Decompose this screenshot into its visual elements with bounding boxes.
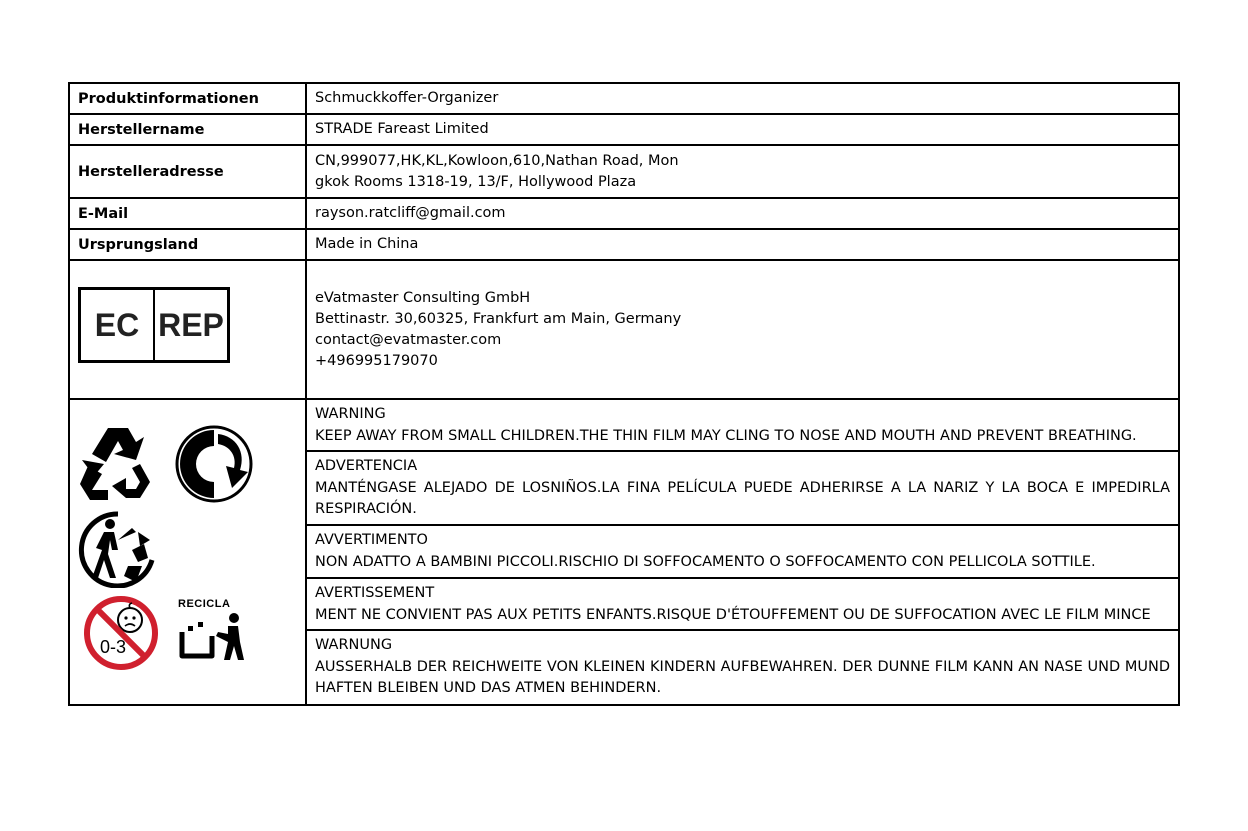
address-line: CN,999077,HK,KL,Kowloon,610,Nathan Road, Mon [315,152,679,169]
origin-country: Made in China [315,236,419,252]
row-product [70,84,1178,115]
symbols-cell [70,400,307,704]
label-manufacturer: Herstellername [70,115,307,144]
row-warnings [70,400,1178,704]
address-line: gkok Rooms 1318-19, 13/F, Hollywood Plaza [315,173,637,190]
row-ec-rep [70,261,1178,400]
row-email [70,199,1178,230]
ec-rep-line: contact@evatmaster.com [315,331,502,348]
warning-es [307,452,1178,526]
warning-de [307,631,1178,704]
age-restriction-text: 0-3 [100,637,127,657]
warning-body: KEEP AWAY FROM SMALL CHILDREN.THE THIN FILM MAY CLING TO NOSE AND MOUTH AND PREVENT BREATHING. [315,427,1137,444]
recycle-icon [78,424,158,502]
value-product [307,84,1178,113]
ec-rep-symbol [78,287,230,363]
warning-body: NON ADATTO A BAMBINI PICCOLI.RISCHIO DI SOFFOCAMENTO O SOFFOCAMENTO CON PELLICOLA SOTTILE. [315,553,1096,570]
recicla-label: RECICLA [178,598,231,610]
warning-title: WARNING [315,406,386,422]
product-name: Schmuckkoffer-Organizer [315,90,499,106]
email-address: rayson.ratcliff@gmail.com [315,205,506,221]
warning-body: MANTÉNGASE ALEJADO DE LOSNIÑOS.LA FINA PELÍCULA PUEDE ADHERIRSE A LA NARIZ Y LA BOCA E IMPEDIRLA RESPIRACIÓN. [315,479,1170,517]
label-origin: Ursprungsland [70,230,307,259]
warning-title: AVVERTIMENTO [315,532,428,548]
ec-rep-left: EC [94,306,140,343]
product-info-table [68,82,1180,706]
recicla-icon [178,598,250,670]
value-ec-rep [307,261,1178,398]
manufacturer-name: STRADE Fareast Limited [315,121,489,137]
row-address [70,146,1178,199]
row-origin [70,230,1178,261]
label-product: Produktinformationen [70,84,307,113]
green-dot-icon [174,424,254,504]
ec-rep-line: +496995179070 [315,352,438,369]
warning-en [307,400,1178,452]
label-email: E-Mail [70,199,307,228]
warning-it [307,526,1178,579]
ec-rep-right: REP [153,290,227,360]
warning-title: ADVERTENCIA [315,458,418,474]
tidyman-recycle-icon [78,510,158,588]
ec-rep-line: eVatmaster Consulting GmbH [315,289,531,306]
value-email [307,199,1178,228]
warning-title: AVERTISSEMENT [315,585,435,601]
ec-rep-line: Bettinastr. 30,60325, Frankfurt am Main, Germany [315,310,682,327]
warning-title: WARNUNG [315,637,393,653]
recicla-figure-icon [178,612,248,664]
warning-body: MENT NE CONVIENT PAS AUX PETITS ENFANTS.RISQUE D'ÉTOUFFEMENT OU DE SUFFOCATION AVEC LE FILM MINCE [315,606,1151,623]
warning-body: AUSSERHALB DER REICHWEITE VON KLEINEN KINDERN AUFBEWAHREN. DER DUNNE FILM KANN AN NASE UND MUND HAFTEN BLEIBEN UND DAS ATMEN BEHINDERN. [315,658,1170,696]
no-under-3-icon [82,594,160,672]
value-origin [307,230,1178,259]
warning-fr [307,579,1178,631]
row-manufacturer [70,115,1178,146]
ec-rep-symbol-cell [70,261,307,398]
value-address [307,146,1178,197]
label-address: Herstelleradresse [70,146,307,197]
value-manufacturer [307,115,1178,144]
